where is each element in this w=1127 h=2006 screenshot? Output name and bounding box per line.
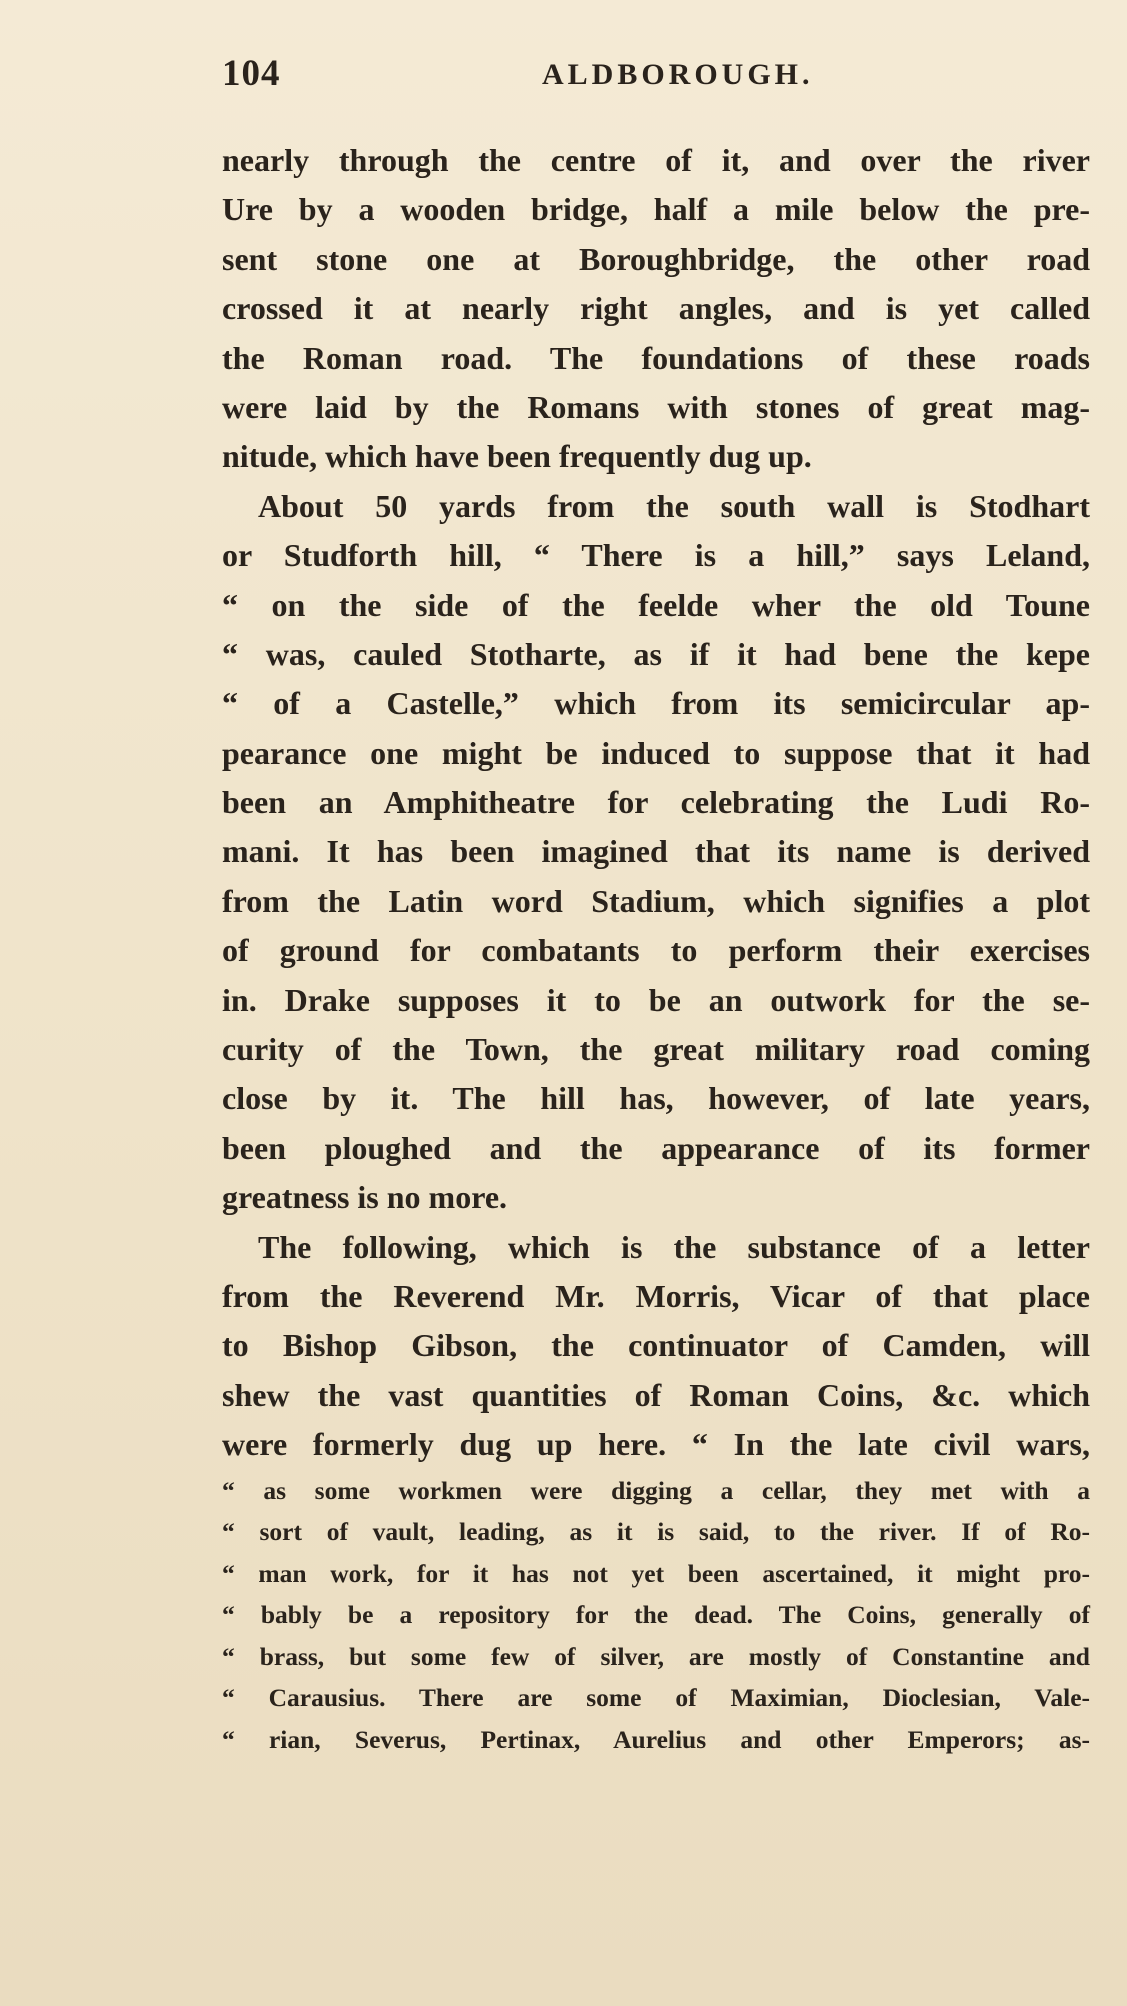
body-text (222, 136, 1090, 1760)
text-line: shew the vast quantities of Roman Coins, &c. which (222, 1376, 1090, 1413)
text-line: About 50 yards from the south wall is Stodhart (258, 487, 1090, 524)
text-line: from the Latin word Stadium, which signifies a plot (222, 882, 1090, 919)
text-line: The following, which is the substance of a letter (258, 1228, 1090, 1265)
quote-line: “ sort of vault, leading, as it is said, to the river. If of Ro- (222, 1517, 1090, 1547)
text-line: Ure by a wooden bridge, half a mile below the pre- (222, 191, 1090, 228)
quote-line: “ brass, but some few of silver, are mostly of Constantine and (222, 1641, 1090, 1671)
quoted-passage (222, 1470, 1090, 1761)
text-line: in. Drake supposes it to be an outwork for the se- (222, 981, 1090, 1018)
text-line: “ was, cauled Stotharte, as if it had bene the kepe (222, 635, 1090, 672)
text-line: nearly through the centre of it, and over the river (222, 142, 1090, 178)
page-number: 104 (222, 53, 281, 94)
text-line: the Roman road. The foundations of these roads (222, 339, 1090, 376)
text-line: been an Amphitheatre for celebrating the Ludi Ro- (222, 784, 1090, 821)
text-line: been ploughed and the appearance of its former (222, 1129, 1090, 1166)
text-line: greatness is no more. (222, 1179, 508, 1216)
text-line: curity of the Town, the great military road coming (222, 1031, 1090, 1068)
text-line: “ on the side of the feelde wher the old Toune (222, 586, 1090, 623)
text-line: nitude, which have been frequently dug up. (222, 438, 812, 475)
text-line: sent stone one at Boroughbridge, the other road (222, 240, 1090, 277)
page-header (222, 52, 1082, 102)
quote-line: “ Carausius. There are some of Maximian, Dioclesian, Vale- (222, 1683, 1090, 1713)
text-line: from the Reverend Mr. Morris, Vicar of that place (222, 1277, 1090, 1314)
text-line: or Studforth hill, “ There is a hill,” says Leland, (222, 537, 1090, 574)
quote-line: “ rian, Severus, Pertinax, Aurelius and other Emperors; as- (222, 1724, 1090, 1754)
quote-line: “ man work, for it has not yet been ascertained, it might pro- (222, 1558, 1090, 1588)
text-line: crossed it at nearly right angles, and is yet called (222, 290, 1090, 327)
text-line: were formerly dug up here. “ In the late civil wars, (222, 1426, 1090, 1463)
quote-line: “ as some workmen were digging a cellar, they met with a (222, 1475, 1090, 1505)
text-line: “ of a Castelle,” which from its semicircular ap- (222, 685, 1090, 722)
text-line: pearance one might be induced to suppose that it had (222, 734, 1090, 771)
text-line: to Bishop Gibson, the continuator of Camden, will (222, 1327, 1090, 1364)
quote-line: “ bably be a repository for the dead. The Coins, generally of (222, 1600, 1090, 1630)
text-line: close by it. The hill has, however, of late years, (222, 1080, 1090, 1117)
text-line: of ground for combatants to perform their exercises (222, 932, 1090, 969)
text-line: mani. It has been imagined that its name is derived (222, 833, 1090, 870)
running-title: ALDBOROUGH. (542, 58, 814, 91)
text-line: were laid by the Romans with stones of great mag- (222, 388, 1090, 425)
